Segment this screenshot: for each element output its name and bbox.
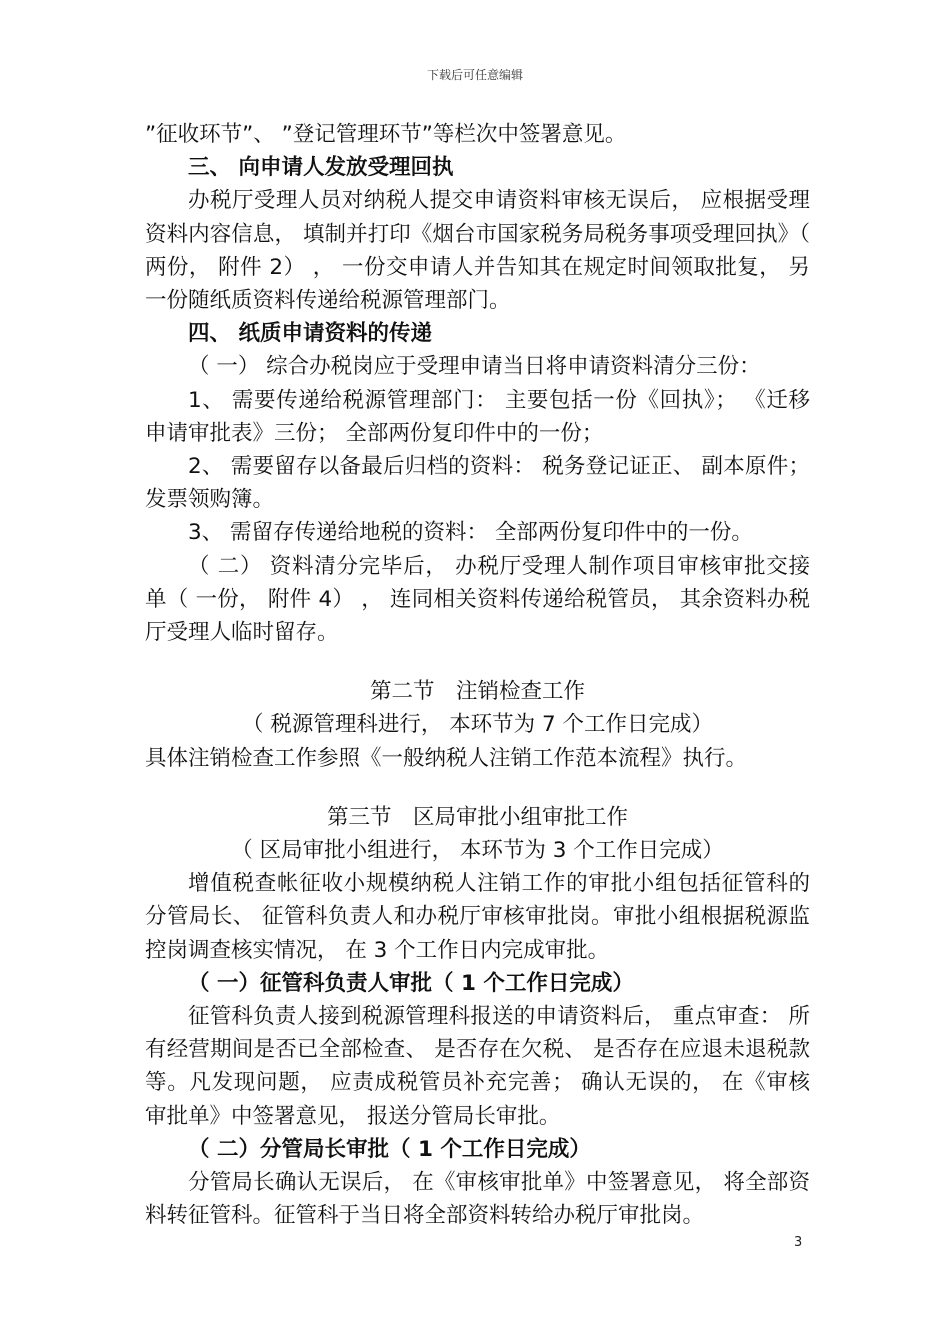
paragraph: 征管科负责人接到税源管理科报送的申请资料后， 重点审查： 所有经营期间是否已全部检查、 是否存在欠税、 是否存在应退未退税款等。凡发现问题， 应责成税管员补充完善； 确认无误的， 在《审核审批单》中签署意见， 报送分管局长审批。 [145,1004,810,1129]
section-title: 第二节 注销检查工作 [369,679,585,705]
page-header: 下载后可任意编辑 [426,68,523,82]
list-item: 2、 需要留存以备最后归档的资料： 税务登记证正、 副本原件； 发票领购簿。 [145,454,810,513]
section-subtitle: （ 区局审批小组进行， 本环节为 3 个工作日完成） [231,838,724,864]
document-body [145,118,810,1233]
heading-section-4: 四、 纸质申请资料的传递 [188,321,432,347]
spacer [145,775,810,801]
paragraph-continuation: ”征收环节”、 ”登记管理环节”等栏次中签署意见。 [145,122,627,147]
subheading: （ 二）分管局长审批（ 1 个工作日完成） [188,1136,591,1162]
paragraph: （ 二） 资料清分完毕后， 办税厅受理人制作项目审核审批交接单（ 一份， 附件 4） ， 连同相关资料传递给税管员， 其余资料办税厅受理人临时留存。 [145,553,810,646]
section-title: 第三节 区局审批小组审批工作 [326,804,628,830]
paragraph: 具体注销检查工作参照《一般纳税人注销工作范本流程》执行。 [145,745,748,771]
paragraph: 增值税查帐征收小规模纳税人注销工作的审批小组包括征管科的分管局长、 征管科负责人和办税厅审核审批岗。审批小组根据税源监控岗调查核实情况， 在 3 个工作日内完成审批。 [145,871,810,963]
list-item: 1、 需要传递给税源管理部门： 主要包括一份《回执》； 《迁移申请审批表》三份； 全部两份复印件中的一份； [145,387,810,446]
paragraph: 办税厅受理人员对纳税人提交申请资料审核无误后， 应根据受理资料内容信息， 填制并打印《烟台市国家税务局税务事项受理回执》（ 两份， 附件 2） ， 一份交申请人并告知其在规定时间领取批复， 另一份随纸质资料传递给税源管理部门。 [145,188,810,314]
section-subtitle: （ 税源管理科进行， 本环节为 7 个工作日完成） [241,712,714,738]
heading-section-3: 三、 向申请人发放受理回执 [188,155,454,181]
list-item: 3、 需留存传递给地税的资料： 全部两份复印件中的一份。 [188,520,753,546]
paragraph: 分管局长确认无误后， 在《审核审批单》中签署意见， 将全部资料转征管科。征管科于当日将全部资料转给办税厅审批岗。 [145,1170,810,1229]
paragraph: （ 一） 综合办税岗应于受理申请当日将申请资料清分三份： [188,354,761,380]
page-number: 3 [794,1235,803,1250]
subheading: （ 一）征管科负责人审批（ 1 个工作日完成） [188,970,634,996]
spacer [145,649,810,675]
